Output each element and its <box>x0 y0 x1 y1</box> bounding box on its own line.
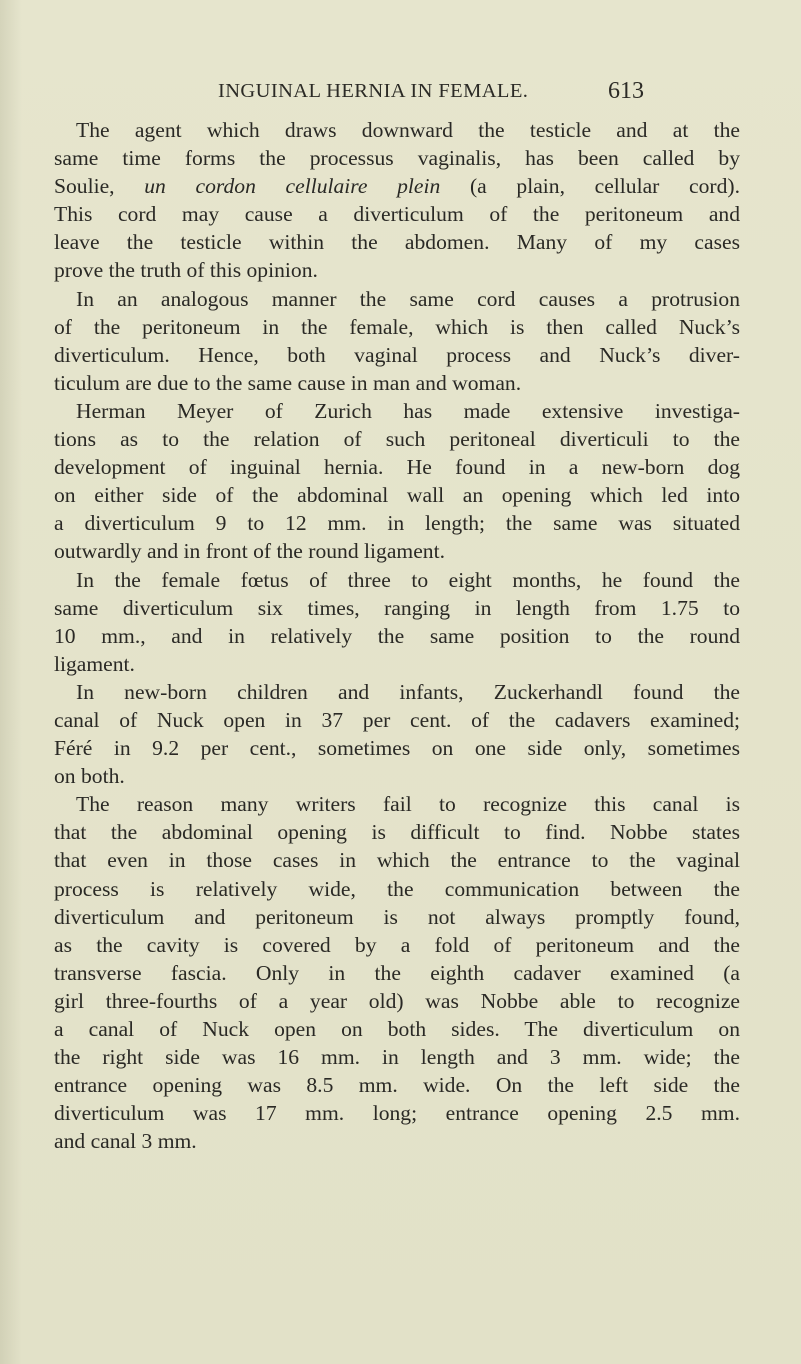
page-number: 613 <box>608 78 644 104</box>
text-segment: (a plain, cellular cord). <box>440 174 740 199</box>
text-line: canal of Nuck open in 37 per cent. of the cadavers examined; <box>54 707 740 732</box>
text-line: diverticulum. Hence, both vaginal process and Nuck’s diver- <box>54 342 740 367</box>
text-line: a diverticulum 9 to 12 mm. in length; the same was situated <box>54 511 740 536</box>
text-line: of the peritoneum in the female, which is then called Nuck’s <box>54 314 740 339</box>
text-line: that the abdominal opening is difficult to find. Nobbe states <box>54 820 740 845</box>
text-line: tions as to the relation of such peritoneal diverticuli to the <box>54 427 740 452</box>
text-line: 10 mm., and in relatively the same position to the round <box>54 623 740 648</box>
text-line: outwardly and in front of the round ligament. <box>54 539 445 564</box>
text-line: process is relatively wide, the communication between the <box>54 876 740 901</box>
text-line: and canal 3 mm. <box>54 1129 197 1154</box>
italic-phrase: un cordon cellulaire plein <box>144 174 441 199</box>
text-segment: Soulie, <box>54 174 145 199</box>
text-line: a canal of Nuck open on both sides. The diverticulum on <box>54 1017 740 1041</box>
text-line: the right side was 16 mm. in length and 3 mm. wide; the <box>54 1045 740 1070</box>
text-line: In the female fœtus of three to eight months, he found the <box>76 567 740 592</box>
text-line: on either side of the abdominal wall an opening which led into <box>54 483 740 508</box>
text-line: development of inguinal hernia. He found in a new-born dog <box>54 455 740 480</box>
text-line: This cord may cause a diverticulum of the peritoneum and <box>54 202 740 227</box>
text-line: The reason many writers fail to recognize this canal is <box>76 792 740 817</box>
text-line: same time forms the processus vaginalis, has been called by <box>54 146 740 171</box>
text-line: In an analogous manner the same cord causes a protrusion <box>76 286 740 311</box>
text-line: ticulum are due to the same cause in man and woman. <box>54 370 522 395</box>
text-line: diverticulum and peritoneum is not always promptly found, <box>54 904 740 929</box>
text-line: that even in those cases in which the entrance to the vaginal <box>54 848 740 873</box>
body-text <box>54 116 740 1155</box>
text-line: In new-born children and infants, Zuckerhandl found the <box>76 679 740 704</box>
text-line: entrance opening was 8.5 mm. wide. On the left side the <box>54 1073 740 1098</box>
text-line: The agent which draws downward the testicle and at the <box>76 118 740 142</box>
text-line: Féré in 9.2 per cent., sometimes on one side only, sometimes <box>54 736 740 761</box>
text-line: leave the testicle within the abdomen. Many of my cases <box>54 230 740 255</box>
text-line: prove the truth of this opinion. <box>54 258 318 283</box>
text-line: same diverticulum six times, ranging in length from 1.75 to <box>54 595 740 620</box>
text-line: girl three-fourths of a year old) was Nobbe able to recognize <box>54 988 740 1013</box>
text-line: diverticulum was 17 mm. long; entrance opening 2.5 mm. <box>54 1101 740 1126</box>
text-line: transverse fascia. Only in the eighth cadaver examined (a <box>54 960 740 985</box>
text-line: Herman Meyer of Zurich has made extensive investiga- <box>76 398 740 423</box>
running-title: INGUINAL HERNIA IN FEMALE. <box>218 80 529 102</box>
page-header <box>0 76 801 110</box>
text-line <box>54 172 740 200</box>
text-line: ligament. <box>54 651 135 676</box>
text-line: on both. <box>54 764 125 789</box>
text-line: as the cavity is covered by a fold of peritoneum and the <box>54 932 740 957</box>
